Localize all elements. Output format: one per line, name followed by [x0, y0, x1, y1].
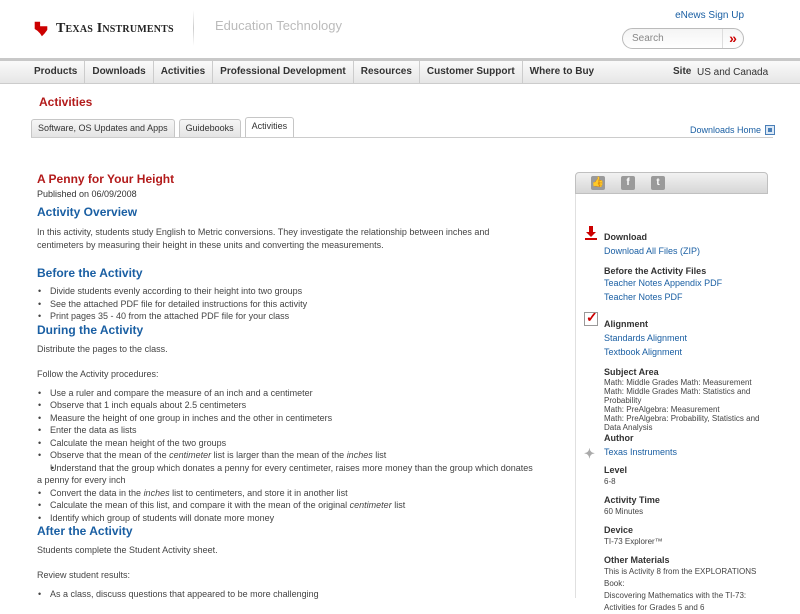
details-section [604, 432, 769, 614]
before-list [37, 285, 537, 323]
during-list [37, 387, 537, 525]
site-header [0, 0, 800, 58]
nav-where-to-buy[interactable]: Where to Buy [529, 66, 595, 77]
device-heading: Device [604, 525, 634, 535]
facebook-icon[interactable]: f [621, 176, 635, 190]
section-title: Education Technology [215, 18, 342, 33]
ti-logo[interactable] [32, 20, 174, 38]
after-list [37, 588, 537, 601]
nav-products[interactable]: Products [27, 61, 85, 84]
enews-signup-link[interactable]: eNews Sign Up [675, 10, 744, 21]
share-bar [575, 172, 768, 194]
tab-bar [31, 119, 294, 137]
overview-heading: Activity Overview [37, 205, 138, 219]
standards-alignment-link[interactable]: Standards Alignment [604, 333, 688, 343]
site-selector[interactable]: US and Canada [697, 67, 769, 78]
nav-professional-development[interactable]: Professional Development [213, 61, 354, 84]
before-files-heading: Before the Activity Files [604, 266, 707, 276]
subject-item: Math: PreAlgebra: Probability, Statistics and Data Analysis [604, 414, 760, 432]
list-item: • Calculate the mean height of the two groups [37, 437, 537, 450]
list-item: • Identify which group of students will donate more money [37, 512, 537, 525]
activity-content [37, 172, 537, 601]
published-date: Published on 06/09/2008 [37, 189, 137, 199]
list-item: • Enter the data as lists [37, 424, 537, 437]
downloads-home-label: Downloads Home [690, 125, 762, 135]
teacher-notes-link[interactable]: Teacher Notes PDF [604, 292, 683, 302]
brand-name: Texas Instruments [56, 21, 174, 36]
time-heading: Activity Time [604, 495, 660, 505]
after-text: Students complete the Student Activity sheet. [37, 545, 218, 555]
level-heading: Level [604, 465, 628, 475]
downloads-home-link[interactable] [690, 125, 775, 135]
materials-heading: Other Materials [604, 555, 670, 565]
list-item: • Divide students evenly according to their height into two groups [37, 285, 537, 298]
home-icon [765, 125, 775, 135]
subject-item: Math: PreAlgebra: Measurement [604, 405, 720, 414]
textbook-alignment-link[interactable]: Textbook Alignment [604, 347, 683, 357]
list-item: • Observe that 1 inch equals about 2.5 centimeters [37, 399, 537, 412]
alignment-section [604, 318, 768, 432]
list-item: • See the attached PDF file for detailed instructions for this activity [37, 298, 537, 311]
page-title: Activities [39, 95, 93, 109]
search-placeholder: Search [632, 33, 664, 44]
time-value: 60 Minutes [604, 507, 644, 516]
author-heading: Author [604, 433, 634, 443]
after-heading: After the Activity [37, 524, 133, 538]
list-item: • Convert the data in the inches list to centimeters, and store it in another list [37, 487, 537, 500]
activity-title: A Penny for Your Height [37, 172, 175, 186]
checkmark-icon [584, 312, 598, 326]
list-item: • Understand that the group which donates a penny for every centimeter, raises more money than the group which donates a penny for every inch [37, 462, 537, 487]
tab-activities[interactable]: Activities [245, 117, 295, 137]
nav-activities[interactable]: Activities [154, 61, 213, 84]
download-section [604, 231, 722, 303]
main-nav [0, 58, 800, 84]
header-divider [193, 10, 194, 46]
list-item: • Calculate the mean of this list, and compare it with the mean of the original centimeter list [37, 499, 537, 512]
twitter-icon[interactable]: t [651, 176, 665, 190]
activity-sidebar [575, 172, 768, 612]
search-input[interactable] [622, 28, 744, 49]
nav-resources[interactable]: Resources [354, 61, 420, 84]
overview-text: In this activity, students study English to Metric conversions. They investigate the relationship between inches and centimeters by measuring their height in these units and converting the measurements. [37, 227, 490, 250]
subject-item: Math: Middle Grades Math: Measurement [604, 378, 752, 387]
nav-downloads[interactable]: Downloads [85, 61, 153, 84]
device-value: TI-73 Explorer™ [604, 537, 663, 546]
subject-item: Math: Middle Grades Math: Statistics and Probability [604, 387, 751, 405]
during-follow: Follow the Activity procedures: [37, 368, 159, 379]
tab-software-os-updates[interactable]: Software, OS Updates and Apps [31, 119, 175, 137]
like-icon[interactable]: 👍 [591, 177, 605, 188]
download-heading: Download [604, 232, 647, 242]
list-item: • As a class, discuss questions that appeared to be more challenging [37, 588, 537, 601]
ti-author-icon: ✦ [584, 446, 595, 461]
list-item: • Observe that the mean of the centimeter list is larger than the mean of the inches list [37, 449, 537, 462]
during-heading: During the Activity [37, 322, 144, 337]
list-item: • Use a ruler and compare the measure of an inch and a centimeter [37, 387, 537, 400]
download-all-link[interactable]: Download All Files (ZIP) [604, 246, 701, 256]
list-item: • Measure the height of one group in inches and the other in centimeters [37, 412, 537, 425]
tab-guidebooks[interactable]: Guidebooks [179, 119, 241, 137]
after-review: Review student results: [37, 570, 131, 580]
download-icon [584, 226, 598, 240]
before-heading: Before the Activity [37, 266, 143, 280]
site-label: Site [673, 66, 692, 77]
search-button[interactable]: » [722, 29, 743, 48]
texas-state-icon [32, 20, 50, 38]
teacher-notes-appendix-link[interactable]: Teacher Notes Appendix PDF [604, 278, 723, 288]
subject-heading: Subject Area [604, 367, 659, 377]
nav-customer-support[interactable]: Customer Support [420, 61, 523, 84]
during-intro: Distribute the pages to the class. [37, 343, 168, 354]
level-value: 6-8 [604, 477, 616, 486]
materials-value: This is Activity 8 from the EXPLORATIONS Book: Discovering Mathematics with the TI-73: Activities for Grades 5 and 6 [604, 567, 757, 612]
list-item: • Print pages 35 - 40 from the attached PDF file for your class [37, 310, 537, 323]
author-link[interactable]: Texas Instruments [604, 447, 678, 457]
alignment-heading: Alignment [604, 319, 648, 329]
tab-underline [31, 137, 773, 138]
